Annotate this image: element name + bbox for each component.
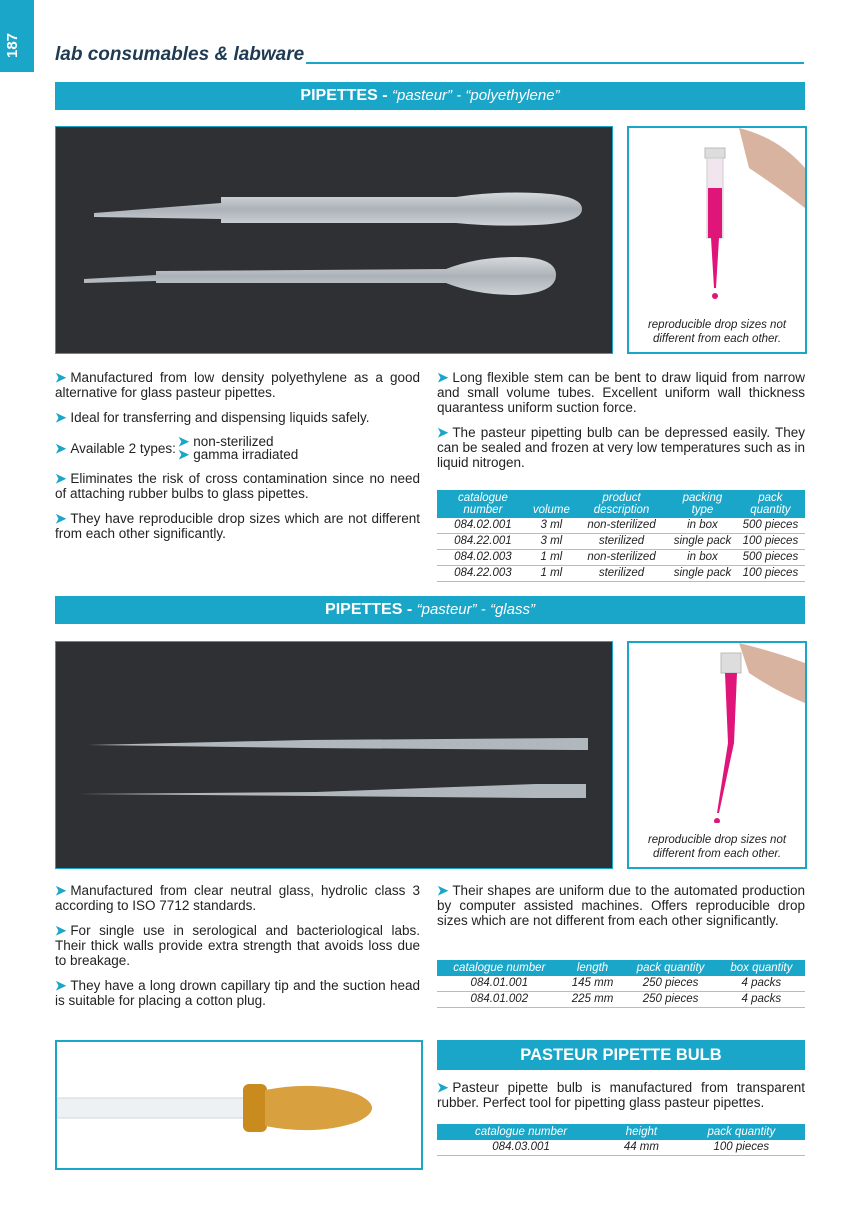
arrow-icon: ➤	[177, 447, 190, 462]
bullets-right-polyethylene	[437, 370, 805, 480]
table-header: pack quantity	[623, 960, 717, 976]
bullets-left-glass	[55, 883, 420, 1018]
section-title: PIPETTES -	[300, 87, 392, 104]
table-row: 084.22.001 3 ml sterilized single pack 100 pieces	[437, 534, 805, 550]
table-header: pack quantity	[678, 1124, 805, 1140]
section-subtitle: “pasteur” - “polyethylene”	[392, 87, 560, 104]
table-header: product description	[574, 490, 669, 518]
page-header: lab consumables & labware	[55, 44, 305, 65]
bullet-item: ➤ Manufactured from clear neutral glass, hydrolic class 3 according to ISO 7712 standards.	[55, 883, 420, 913]
page-number: 187	[4, 32, 21, 58]
glass-pipettes-photo	[55, 641, 613, 869]
arrow-icon: ➤	[177, 434, 190, 449]
arrow-icon: ➤	[55, 883, 67, 898]
arrow-icon: ➤	[55, 410, 67, 425]
section-subtitle: “pasteur” - “glass”	[416, 601, 535, 618]
table-row: 084.02.003 1 ml non-sterilized in box 500 pieces	[437, 550, 805, 566]
table-row: 084.01.002 225 mm 250 pieces 4 packs	[437, 992, 805, 1008]
section-band-polyethylene	[55, 82, 805, 110]
table-header: catalogue number	[437, 490, 529, 518]
table-polyethylene	[437, 490, 805, 582]
table-header: packing type	[669, 490, 736, 518]
arrow-icon: ➤	[55, 370, 67, 385]
section-title: PIPETTES -	[325, 601, 417, 618]
bullet-item: ➤ Eliminates the risk of cross contamination since no need of attaching rubber bulbs to glass pipettes.	[55, 471, 420, 501]
table-bulb	[437, 1124, 805, 1156]
drop-demo-photo-1	[627, 126, 807, 354]
bullet-item: ➤ Manufactured from low density polyethylene as a good alternative for glass pasteur pipettes.	[55, 370, 420, 400]
bullet-item-types: ➤ Available 2 types: ➤ non-sterilized ➤ gamma irradiated	[55, 434, 299, 462]
table-row: 084.03.001 44 mm 100 pieces	[437, 1140, 805, 1156]
table-header: volume	[529, 490, 574, 518]
table-header: pack quantity	[736, 490, 805, 518]
bullet-item: ➤ The pasteur pipetting bulb can be depressed easily. They can be sealed and frozen at very low temperatures such as in liquid nitrogen.	[437, 425, 805, 470]
table-header: catalogue number	[437, 1124, 605, 1140]
bullet-item: ➤ Pasteur pipette bulb is manufactured from transparent rubber. Perfect tool for pipetting glass pasteur pipettes.	[437, 1080, 805, 1110]
photo-caption: reproducible drop sizes not different from each other.	[647, 834, 787, 860]
arrow-icon: ➤	[437, 883, 449, 898]
table-row: 084.01.001 145 mm 250 pieces 4 packs	[437, 976, 805, 992]
bullet-item: ➤ They have reproducible drop sizes which are not different from each other significantly.	[55, 511, 420, 541]
table-header: catalogue number	[437, 960, 562, 976]
table-row: 084.02.001 3 ml non-sterilized in box 500 pieces	[437, 518, 805, 534]
arrow-icon: ➤	[55, 471, 67, 486]
arrow-icon: ➤	[437, 425, 449, 440]
bullet-item: ➤ They have a long drown capillary tip and the suction head is suitable for placing a cotton plug.	[55, 978, 420, 1008]
table-row: 084.22.003 1 ml sterilized single pack 100 pieces	[437, 566, 805, 582]
arrow-icon: ➤	[55, 511, 67, 526]
drop-demo-photo-2	[627, 641, 807, 869]
polyethylene-pipettes-photo	[55, 126, 613, 354]
section-band-bulb	[437, 1040, 805, 1070]
table-header: box quantity	[718, 960, 805, 976]
table-glass	[437, 960, 805, 1008]
section-band-glass	[55, 596, 805, 624]
arrow-icon: ➤	[437, 1080, 449, 1095]
bullet-item: ➤ Their shapes are uniform due to the automated production by computer assisted machines. Offers reproducible drop sizes which are not different from each other significantly.	[437, 883, 805, 928]
bullets-right-glass	[437, 883, 805, 938]
bulb-photo	[55, 1040, 423, 1170]
table-header: height	[605, 1124, 678, 1140]
arrow-icon: ➤	[437, 370, 449, 385]
section-title: PASTEUR PIPETTE BULB	[520, 1046, 722, 1064]
photo-caption: reproducible drop sizes not different from each other.	[647, 319, 787, 345]
bullets-bulb	[437, 1080, 805, 1120]
table-header: length	[562, 960, 624, 976]
arrow-icon: ➤	[55, 978, 67, 993]
bullet-item: ➤ Long flexible stem can be bent to draw liquid from narrow and small volume tubes. Excellent uniform wall thickness quarantess uniform suction force.	[437, 370, 805, 415]
arrow-icon: ➤	[55, 923, 67, 938]
types-list: ➤ non-sterilized ➤ gamma irradiated	[177, 434, 299, 462]
header-rule	[306, 62, 804, 64]
arrow-icon: ➤	[55, 440, 67, 456]
bullet-item: ➤ Ideal for transferring and dispensing liquids safely.	[55, 410, 370, 425]
bullet-item: ➤ For single use in serological and bacteriological labs. Their thick walls provide extra strength that avoids loss due to breakage.	[55, 923, 420, 968]
bullets-left-polyethylene	[55, 370, 420, 551]
